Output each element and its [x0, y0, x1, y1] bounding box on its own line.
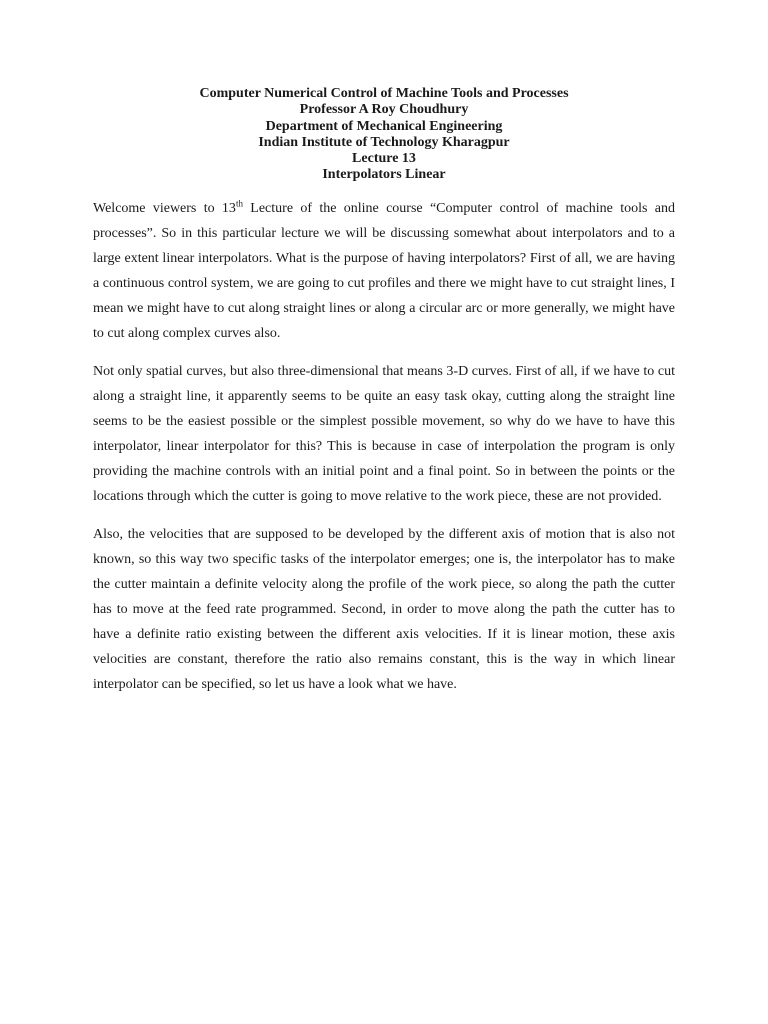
- lecture-topic: Interpolators Linear: [322, 167, 446, 183]
- paragraph-1-body: Lecture of the online course “Computer control of machine tools and processes”. So in this particular lecture we will be discussing somewhat about interpolators and to a large extent linear interpolators. What is the purpose of having interpolators? First of all, we are having a continuous control system, we are going to cut profiles and there we might have to cut straight lines, I mean we might have to cut along straight lines or along a circular arc or more generally, we might have to cut along complex curves also.: [93, 200, 675, 341]
- document-page: [93, 86, 675, 697]
- ordinal-superscript: th: [235, 198, 243, 209]
- lecture-number: Lecture 13: [352, 151, 416, 167]
- institute-name: Indian Institute of Technology Kharagpur: [258, 134, 510, 150]
- paragraph-3: Also, the velocities that are supposed to be developed by the different axis of motion that is also not known, so this way two specific tasks of the interpolator emerges; one is, the interpolator has to make the cutter maintain a definite velocity along the profile of the work piece, so along the path the cutter has to move at the feed rate programmed. Second, in order to move along the path the cutter has to have a definite ratio existing between the different axis velocities. If it is linear motion, these axis velocities are constant, therefore the ratio also remains constant, this is the way in which linear interpolator can be specified, so let us have a look what we have.: [93, 526, 675, 692]
- paragraph-1: [93, 196, 675, 346]
- paragraph-1-intro: Welcome viewers to 13: [93, 200, 236, 216]
- paragraph-2: Not only spatial curves, but also three-dimensional that means 3-D curves. First of all, if we have to cut along a straight line, it apparently seems to be quite an easy task okay, cutting along the straight line seems to be the easiest possible or the simplest possible movement, so why do we have to have this interpolator, linear interpolator for this? This is because in case of interpolation the program is only providing the machine controls with an initial point and a final point. So in between the points or the locations through which the cutter is going to move relative to the work piece, these are not provided.: [93, 363, 675, 504]
- title-block: [93, 86, 675, 184]
- professor-name: Professor A Roy Choudhury: [299, 102, 469, 118]
- department-name: Department of Mechanical Engineering: [265, 118, 503, 134]
- course-title: Computer Numerical Control of Machine Tools and Processes: [199, 86, 569, 101]
